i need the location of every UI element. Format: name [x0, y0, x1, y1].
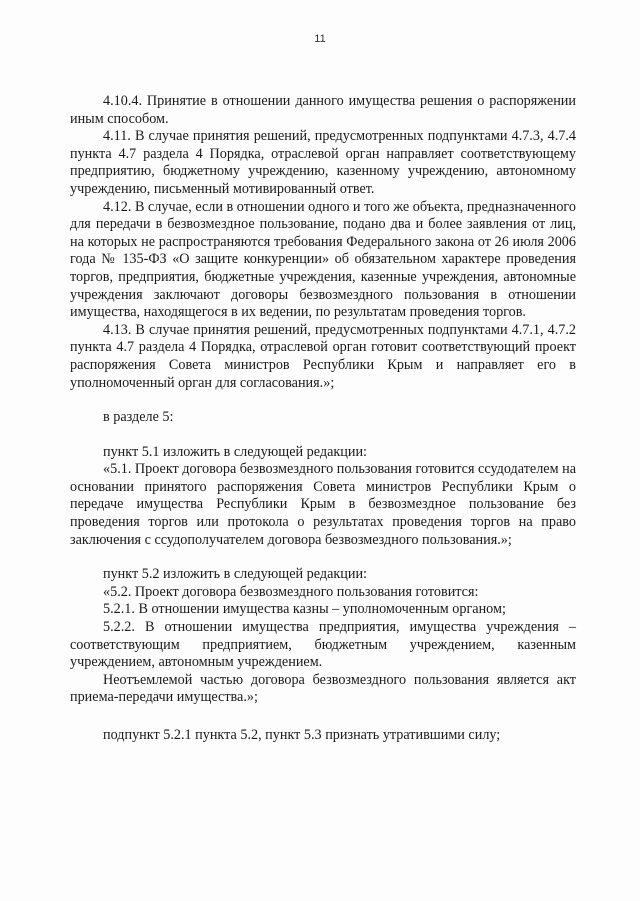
paragraph-5-1: «5.1. Проект договора безвозмездного пользования готовится ссудодателем на основании принятого распоряжения Совета министров Республики Крым о передаче имущества Республики Крым в безвозмездное пользование без проведения торгов или протокола о результатах проведения торгов на право заключения с ссудополучателем договора безвозмездного пользования.»; [70, 461, 576, 548]
section-5-intro: в разделе 5: [103, 409, 174, 426]
paragraph-4-10-4: 4.10.4. Принятие в отношении данного имущества решения о распоряжении иным способом. [70, 93, 576, 127]
page-number: 11 [314, 33, 326, 45]
paragraph-5-2-2: 5.2.2. В отношении имущества предприятия, имущества учреждения – соответствующим предприятием, бюджетным учреждением, казенным учреждением, автономным учреждением. [70, 619, 576, 671]
paragraph-4-13: 4.13. В случае принятия решений, предусмотренных подпунктами 4.7.1, 4.7.2 пункта 4.7 раздела 4 Порядка, отраслевой орган готовит соответствующий проект распоряжения Совета министров Республики Крым и направляет его в уполномоченный орган для согласования.»; [70, 321, 576, 391]
paragraph-act: Неотъемлемой частью договора безвозмездного пользования является акт приема-передачи имущества.»; [70, 671, 576, 706]
item-5-1-instruction: пункт 5.1 изложить в следующей редакции: [103, 443, 367, 460]
item-5-2-instruction: пункт 5.2 изложить в следующей редакции: [103, 566, 367, 583]
document-body [70, 93, 576, 745]
paragraph-5-2-1: 5.2.1. В отношении имущества казны – уполномоченным органом; [103, 601, 506, 618]
paragraph-4-11: 4.11. В случае принятия решений, предусмотренных подпунктами 4.7.3, 4.7.4 пункта 4.7 раздела 4 Порядка, отраслевой орган направляет соответствующему предприятию, бюджетному учреждению, казенному учреждению, автономному учреждению, письменный мотивированный ответ. [70, 128, 576, 197]
paragraph-5-2: «5.2. Проект договора безвозмездного пользования готовится: [103, 583, 479, 600]
paragraph-4-12: 4.12. В случае, если в отношении одного и того же объекта, предназначенного для передачи в безвозмездное пользование, подано два и более заявления от лиц, на которых не распространяются требования Федерального закона от 26 июля 2006 года № 135-ФЗ «О защите конкуренции» об обязательном характере проведения торгов, предприятия, бюджетные учреждения, казенные учреждения, автономные учреждения заключают договоры безвозмездного пользования в отношении имущества, находящегося в их ведении, по результатам проведения торгов. [70, 198, 576, 321]
repeal-instruction: подпункт 5.2.1 пункта 5.2, пункт 5.3 признать утратившими силу; [103, 727, 501, 743]
